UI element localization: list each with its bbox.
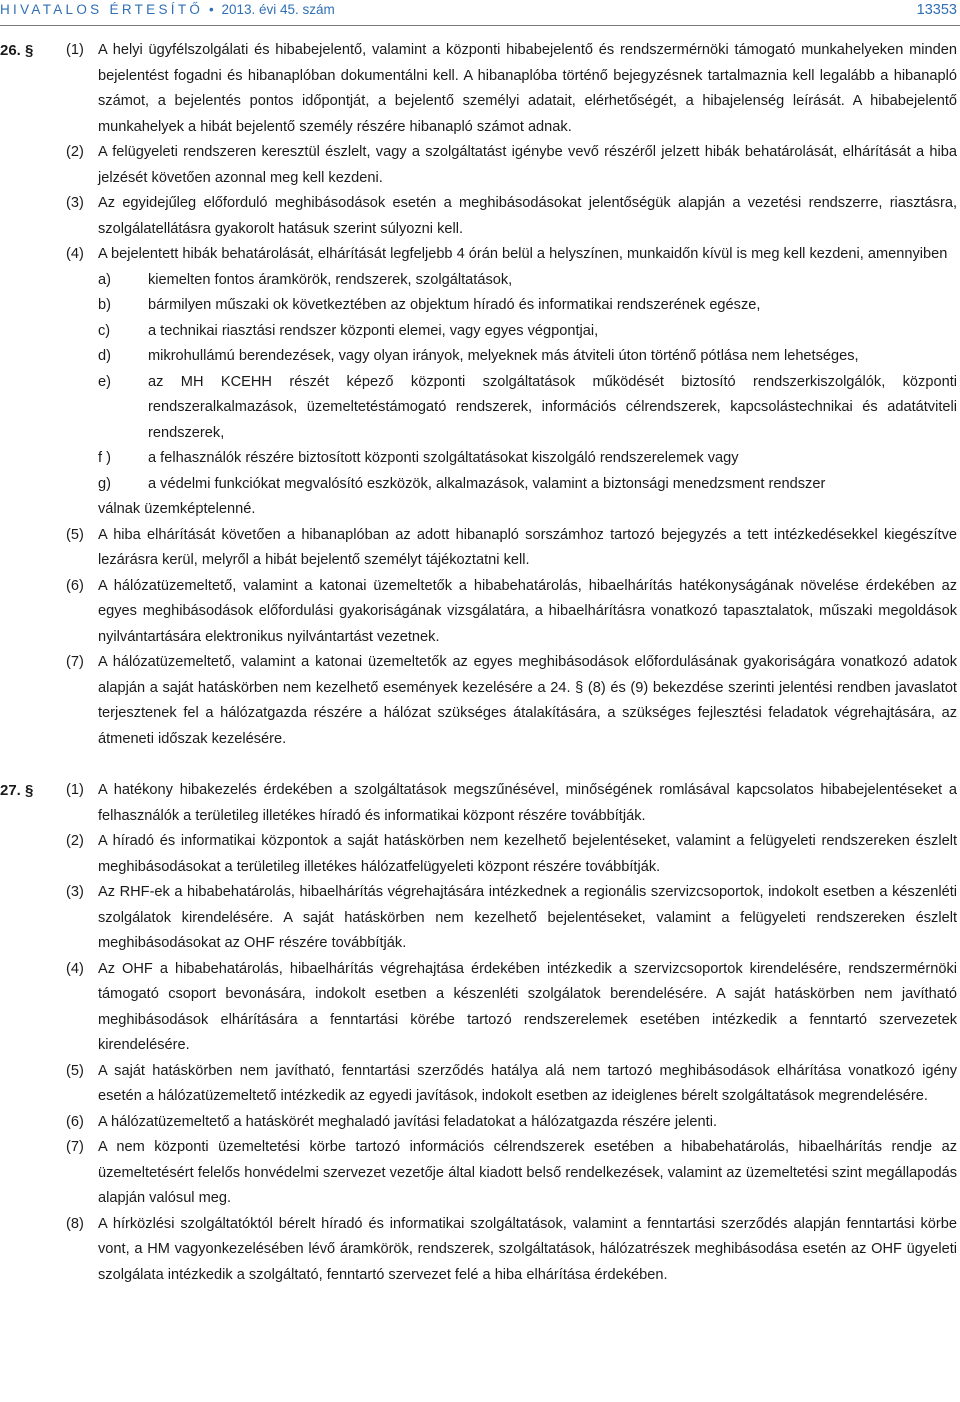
paragraph-number: (4) <box>66 960 84 977</box>
paragraph-text: A hatékony hibakezelés érdekében a szolgáltatások megszűnésével, minőségének romlásával kapcsolatos hibabejelentéseket a felhasználók a területileg illetékes híradó és informatikai központ részére továbbítják. <box>98 782 957 824</box>
list-item-a <box>98 268 957 294</box>
paragraph-26-5 <box>66 523 957 574</box>
paragraph-number: (1) <box>66 782 84 798</box>
item-text: bármilyen műszaki ok következtében az objektum híradó és informatikai rendszerének egésze, <box>148 297 761 313</box>
item-letter: f ) <box>98 450 111 466</box>
item-text: mikrohullámú berendezések, vagy olyan irányok, melyeknek más átviteli úton történő pótlása nem lehetséges, <box>148 348 859 364</box>
paragraph-26-7 <box>66 650 957 752</box>
paragraph-number: (2) <box>66 833 84 849</box>
paragraph-27-5 <box>66 1059 957 1110</box>
paragraph-number: (7) <box>66 1139 84 1155</box>
paragraph-26-6 <box>66 574 957 651</box>
paragraph-number: (8) <box>66 1215 84 1232</box>
paragraph-number: (1) <box>66 42 84 58</box>
paragraph-27-8 <box>66 1212 957 1289</box>
item-letter: d) <box>98 348 111 364</box>
paragraph-text: A nem központi üzemeltetési körbe tartozó információs célrendszerek esetében a hibabehatárolás, hibaelhárítás rendje az üzemeltetésért felelős honvédelmi szervezet vezetője által kiadott belső rendelkezések, valamint az üzemeltetési szint megállapodás alapján valósul meg. <box>98 1139 957 1206</box>
publication-title: HIVATALOS ÉRTESÍTŐ <box>0 2 204 17</box>
paragraph-text: A felügyeleti rendszeren keresztül észlelt, vagy a szolgáltatást igénybe vevő részéről jelzett hibák behatárolását, elhárítását a hiba jelzését követően azonnal meg kell kezdeni. <box>98 144 957 186</box>
list-item-c <box>98 319 957 345</box>
paragraph-26-1 <box>66 38 957 140</box>
page-number: 13353 <box>916 2 957 18</box>
paragraph-27-7 <box>66 1135 957 1212</box>
section-number: 27. § <box>0 782 34 799</box>
item-text: kiemelten fontos áramkörök, rendszerek, szolgáltatások, <box>148 271 513 288</box>
section-26 <box>0 38 960 752</box>
paragraph-text: A hálózatüzemeltető a hatáskörét meghaladó javítási feladatokat a hálózatgazda részére jelenti. <box>98 1113 718 1130</box>
header-left <box>0 2 335 17</box>
paragraph-27-6 <box>66 1110 957 1136</box>
paragraph-number: (6) <box>66 577 84 594</box>
paragraph-number: (7) <box>66 654 84 670</box>
paragraph-text: A híradó és informatikai központok a saját hatáskörben nem kezelhető bejelentéseket, valamint a felügyeleti rendszereken észlelt meghibásodásokat a területileg illetékes hálózatfelügyeleti központ részére továbbítják. <box>98 833 957 875</box>
item-letter: e) <box>98 373 111 390</box>
paragraph-27-4 <box>66 957 957 1059</box>
paragraph-number: (5) <box>66 1062 84 1079</box>
paragraph-text: A hírközlési szolgáltatóktól bérelt híradó és informatikai szolgáltatások, valamint a fenntartási szerződés alapján fenntartási körbe vont, a HM vagyonkezelésében lévő áramkörök, rendszerek, szolgáltatások, hálózatrészek meghibásodása esetén az OHF ügyeleti szolgálata intézkedik a szolgáltató, fenntartó szervezet felé a hiba elhárítása érdekében. <box>98 1215 957 1283</box>
paragraph-26-2 <box>66 140 957 191</box>
paragraph-number: (3) <box>66 195 84 211</box>
paragraph-number: (2) <box>66 144 84 160</box>
section-number: 26. § <box>0 42 34 59</box>
paragraph-number: (6) <box>66 1113 84 1130</box>
list-item-g <box>98 472 957 498</box>
section-27 <box>0 778 960 1288</box>
paragraph-26-3 <box>66 191 957 242</box>
paragraph-text: A hálózatüzemeltető, valamint a katonai üzemeltetők a hibabehatárolás, hibaelhárítás hatékonyságának növelése érdekében az egyes meghibásodások előfordulási gyakoriságának vizsgálatára, a hibaelhárításra vonatkozó tapasztalatok, műszaki megoldások nyilvántartására elektronikus nyilvántartást vezetnek. <box>98 577 957 645</box>
item-text: az MH KCEHH részét képező központi szolgáltatások működését biztosító rendszerkiszolgálók, központi rendszeralkalmazások, üzemeltetéstámogató rendszerek, információs célrendszerek, kapcsolástechnikai és adatátviteli rendszerek, <box>148 373 957 441</box>
item-text: a technikai riasztási rendszer központi elemei, vagy egyes végpontjai, <box>148 322 599 339</box>
paragraph-text: A hiba elhárítását követően a hibanaplóban az adott hibanapló sorszámhoz tartozó bejegyzés a tett intézkedésekkel kiegészítve lezárásra kerül, melyről a hibát bejelentő személyt tájékoztatni kell. <box>98 526 957 568</box>
paragraph-number: (5) <box>66 526 84 543</box>
paragraph-text: A helyi ügyfélszolgálati és hibabejelentő, valamint a központi hibabejelentő és rendszermérnöki támogató munkahelyeken minden bejelentést fogadni és hibanaplóban dokumentálni kell. A hibanaplóba történő bejegyzésnek tartalmaznia kell legalább a hibanapló számot, a bejelentés pontos időpontját, a bejelentő személyi adatait, elérhetőségét, a hibajelenség leírását. A hibabejelentő munkahelyek a hibát bejelentő személy részére hibanapló számot adnak. <box>98 42 957 135</box>
item-text: a felhasználók részére biztosított központi szolgáltatásokat kiszolgáló rendszerelemek vagy <box>148 450 739 466</box>
paragraph-27-3 <box>66 880 957 957</box>
paragraph-27-2 <box>66 829 957 880</box>
paragraph-number: (3) <box>66 884 84 900</box>
paragraph-text: Az OHF a hibabehatárolás, hibaelhárítás végrehajtása érdekében intézkedik a szervizcsoportok kirendelésére, rendszermérnöki támogató csoport bevonására, indokolt esetben a készenléti szolgálatok berendelésére. A saját hatáskörben nem javítható meghibásodások elhárítására a fenntartási körébe tartozó rendszerelemek esetében intézkedik a fenntartó szervezetek kirendelésére. <box>98 960 957 1053</box>
issue-label: 2013. évi 45. szám <box>221 2 335 17</box>
paragraph-27-1 <box>66 778 957 829</box>
list-item-e <box>98 370 957 447</box>
item-letter: b) <box>98 297 111 313</box>
paragraph-26-4 <box>66 242 957 268</box>
item-letter: c) <box>98 322 111 339</box>
item-letter: a) <box>98 271 111 288</box>
document-body <box>0 38 960 1288</box>
paragraph-text: A bejelentett hibák behatárolását, elhárítását legfeljebb 4 órán belül a helyszínen, munkaidőn kívül is meg kell kezdeni, amennyiben <box>98 246 948 262</box>
paragraph-text: A hálózatüzemeltető, valamint a katonai üzemeltetők az egyes meghibásodások előfordulásának gyakoriságára vonatkozó adatok alapján a saját hatáskörben nem kezelhető események kezelésére a 24. § (8) és (9) bekezdése szerinti jelentési rendben javaslatot terjesztenek fel a hálózatgazda részére a hálózat szükséges átalakítására, a szükséges fejlesztési feladatok végrehajtására, az átmeneti időszak kezelésére. <box>98 654 957 747</box>
list-item-f <box>98 446 957 472</box>
paragraph-26-4-trailing: válnak üzemképtelenné. <box>98 501 256 517</box>
item-text: a védelmi funkciókat megvalósító eszközök, alkalmazások, valamint a biztonsági menedzsment rendszer <box>148 475 826 492</box>
paragraph-text: Az egyidejűleg előforduló meghibásodások esetén a meghibásodásokat jelentőségük alapján a vezetési rendszerre, riasztásra, szolgálatellátásra gyakorolt hatásuk szerint súlyozni kell. <box>98 195 957 237</box>
paragraph-number: (4) <box>66 246 84 262</box>
paragraph-text: A saját hatáskörben nem javítható, fenntartási szerződés hatálya alá nem tartozó meghibásodások elhárítása vonatkozó igény esetén a hálózatüzemeltető intézkedik az egyedi javítások, indokolt esetben az ideiglenes bérelt szolgáltatások megrendelésére. <box>98 1062 957 1104</box>
section-gap <box>0 752 960 778</box>
list-item-d <box>98 344 957 370</box>
list-item-b <box>98 293 957 319</box>
item-letter: g) <box>98 475 111 492</box>
page-header <box>0 0 960 26</box>
header-separator: • <box>208 2 214 17</box>
paragraph-text: Az RHF-ek a hibabehatárolás, hibaelhárítás végrehajtására intézkednek a regionális szervizcsoportok, indokolt esetben a készenléti szolgálatok kirendelésére. A saját hatáskörben nem kezelhető bejelentéseket, valamint a felügyeleti rendszereken észlelt meghibásodásokat az OHF részére továbbítják. <box>98 884 957 951</box>
